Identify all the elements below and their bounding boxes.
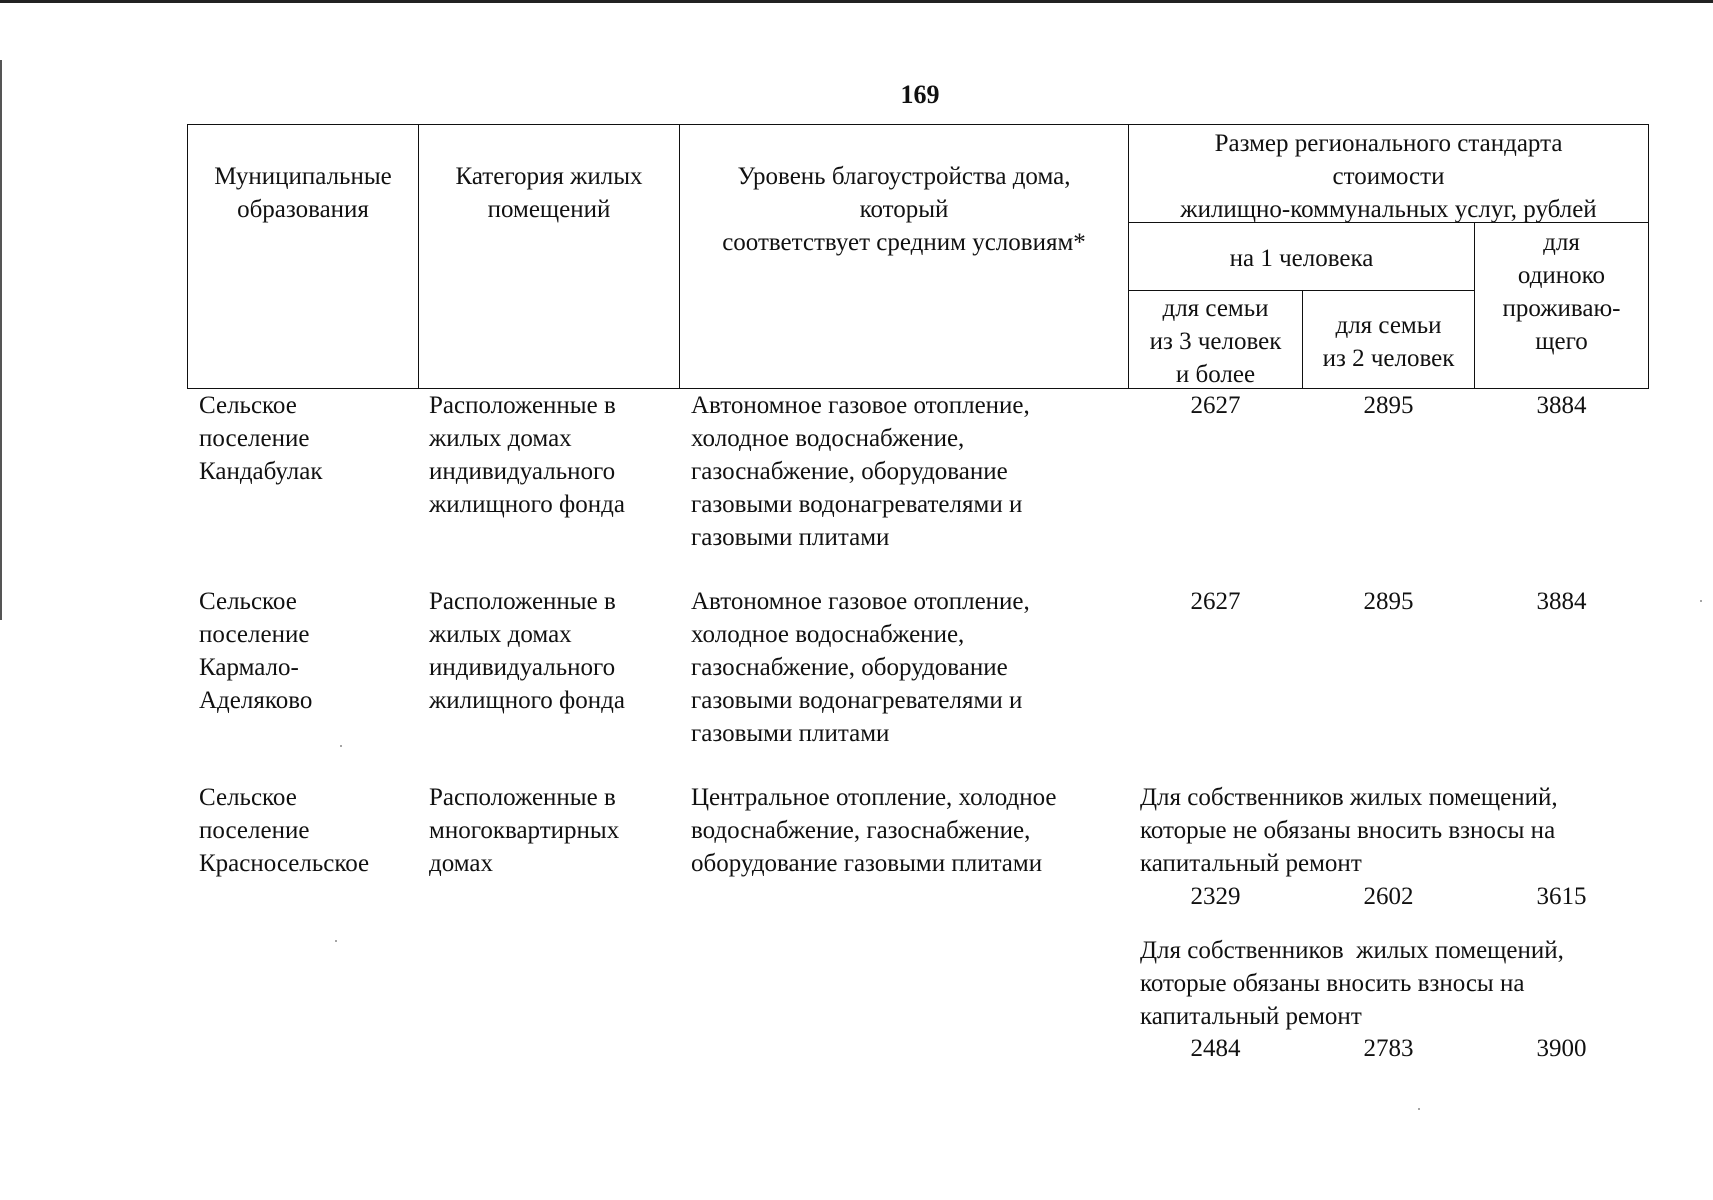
header-single: для одиноко проживаю- щего	[1502, 229, 1621, 355]
row-single-value: 3900	[1536, 1035, 1587, 1062]
scan-edge-top	[0, 0, 1713, 3]
row-family2-value: 2602	[1363, 883, 1414, 910]
header-per-person: на 1 человека	[1229, 245, 1374, 272]
row-family3-value: 2627	[1190, 392, 1241, 419]
header-level: Уровень благоустройства дома, который соответствует средним условиям*	[722, 163, 1086, 256]
header-family2: для семьи из 2 человек	[1322, 312, 1455, 372]
row-municipality: Сельское поселение Кандабулак	[199, 392, 323, 485]
header-category: Категория жилых помещений	[455, 163, 643, 223]
row-family2-value: 2895	[1363, 588, 1414, 615]
row-single-value: 3615	[1536, 883, 1587, 910]
row-category: Расположенные в жилых домах индивидуального жилищного фонда	[429, 392, 625, 518]
row-single-value: 3884	[1536, 588, 1587, 615]
scan-speck	[1700, 600, 1702, 602]
header-family3: для семьи из 3 человек и более	[1149, 295, 1282, 388]
owners-note-obliged: Для собственников жилых помещений, которые обязаны вносить взносы на капитальный ремонт	[1140, 937, 1564, 1030]
row-category: Расположенные в многоквартирных домах	[429, 784, 620, 877]
row-municipality: Сельское поселение Красносельское	[199, 784, 370, 877]
scan-speck	[340, 745, 342, 747]
header-standard: Размер регионального стандарта стоимости жилищно-коммунальных услуг, рублей	[1180, 130, 1597, 223]
table-border-right	[1648, 124, 1649, 389]
row-level: Автономное газовое отопление, холодное водоснабжение, газоснабжение, оборудование газовыми водонагревателями и газовыми плитами	[691, 392, 1030, 551]
scan-speck	[335, 940, 337, 942]
owners-note-exempt: Для собственников жилых помещений, которые не обязаны вносить взносы на капитальный ремонт	[1140, 784, 1558, 877]
row-family2-value: 2895	[1363, 392, 1414, 419]
row-level: Автономное газовое отопление, холодное водоснабжение, газоснабжение, оборудование газовыми водонагревателями и газовыми плитами	[691, 588, 1030, 747]
row-family3-value: 2329	[1190, 883, 1241, 910]
row-level: Центральное отопление, холодное водоснабжение, газоснабжение, оборудование газовыми плитами	[691, 784, 1057, 877]
row-category: Расположенные в жилых домах индивидуального жилищного фонда	[429, 588, 625, 714]
per-person-subheader-line	[1128, 290, 1474, 291]
scan-edge-left	[0, 60, 2, 620]
row-family3-value: 2627	[1190, 588, 1241, 615]
row-municipality: Сельское поселение Кармало- Аделяково	[199, 588, 313, 714]
row-family2-value: 2783	[1363, 1035, 1414, 1062]
table-border-top	[187, 124, 1649, 125]
row-single-value: 3884	[1536, 392, 1587, 419]
header-municipality: Муниципальные образования	[214, 163, 392, 223]
row-family3-value: 2484	[1190, 1035, 1241, 1062]
page-number: 169	[900, 80, 940, 109]
scan-speck	[1418, 1108, 1420, 1110]
